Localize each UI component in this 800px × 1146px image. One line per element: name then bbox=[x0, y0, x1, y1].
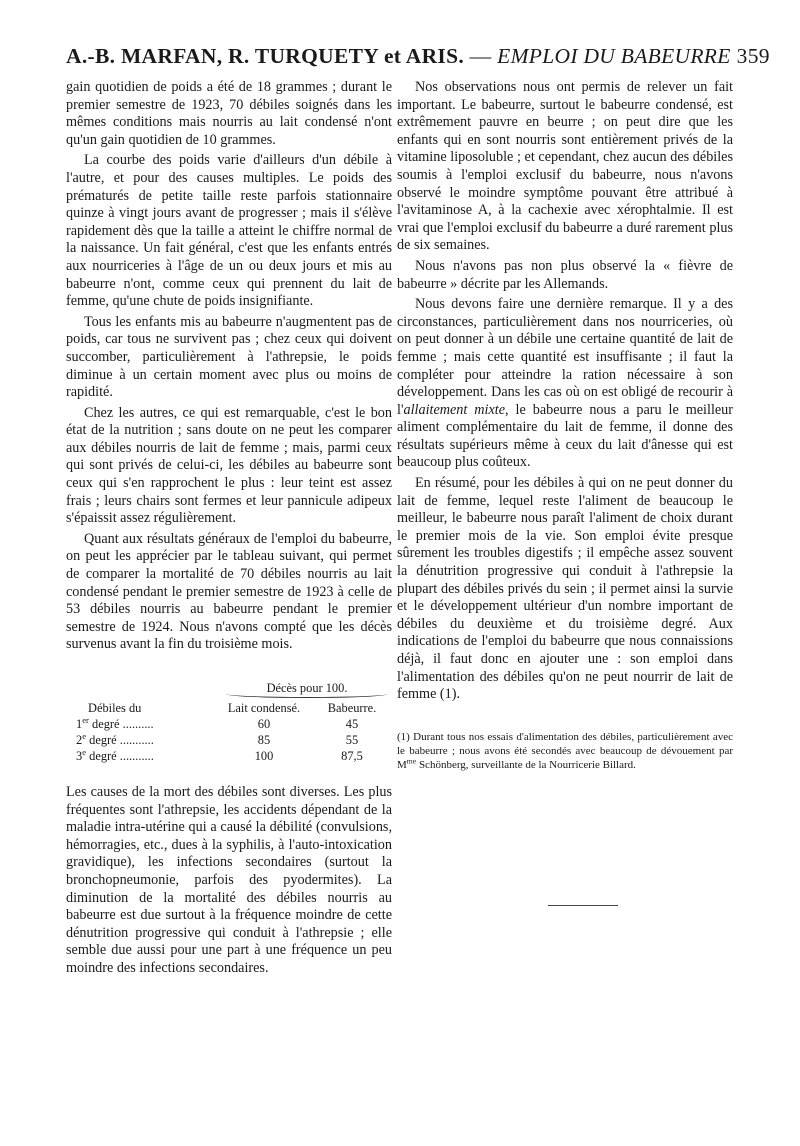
running-header bbox=[66, 44, 770, 78]
row-babeurre-value: 55 bbox=[345, 733, 359, 747]
paragraph: Nous devons faire une dernière remarque. Il y a des circonstances, particulièrement dans nos nourriceries, où on peut donner à un débile une certaine quantité de lait de femme ; mais cette quantité est insuffisante ; il faut la compléter pour atteindre la ration nécessaire à son développement. Dans les cas où on est obligé de recourir à l'allaitement mixte, le babeurre nous a paru le meilleur aliment complémentaire du lait de femme, il donne des résultats supérieurs même à ceux du lait d'ânesse qui est beaucoup plus coûteux. bbox=[397, 296, 733, 471]
row-label: 1er degré .......... bbox=[76, 714, 154, 731]
row-label: 3e degré ........... bbox=[76, 746, 154, 763]
left-column bbox=[66, 79, 392, 981]
paragraph: gain quotidien de poids a été de 18 grammes ; durant le premier semestre de 1923, 70 débiles soignés dans les mêmes conditions mais nourris au lait condensé n'ont qu'un gain quotidien de 10 grammes. bbox=[66, 79, 392, 148]
end-rule bbox=[548, 905, 618, 906]
table-col-label: Débiles du bbox=[88, 701, 142, 715]
row-lait-value: 85 bbox=[257, 733, 271, 747]
paragraph: Nous n'avons pas non plus observé la « fièvre de babeurre » décrite par les Allemands. bbox=[397, 257, 733, 292]
table-col-babeurre: Babeurre. bbox=[327, 701, 377, 715]
table-group-header-row bbox=[66, 680, 392, 700]
table-col-lait: Lait condensé. bbox=[227, 701, 301, 715]
header-authors: A.-B. MARFAN, R. TURQUETY et ARIS. bbox=[66, 44, 464, 68]
header-title: EMPLOI DU BABEURRE bbox=[497, 44, 731, 68]
mortality-table bbox=[66, 680, 392, 764]
row-lait-value: 100 bbox=[254, 749, 274, 763]
row-lait-value: 60 bbox=[257, 717, 271, 731]
italic-term: allaitement mixte bbox=[403, 401, 506, 418]
footnote: (1) Durant tous nos essais d'alimentation des débiles, particulièrement avec le babeurre ; nous avons été secondés avec beaucoup de dévouement par $M^{me}$ Schönberg, surveillante de la Nourricerie Billard. bbox=[397, 730, 733, 772]
row-label: 2e degré ........... bbox=[76, 730, 154, 747]
table-row bbox=[66, 748, 392, 764]
table-group-header: Décès pour 100. bbox=[226, 680, 388, 698]
paragraph: En résumé, pour les débiles à qui on ne peut donner du lait de femme, lequel reste l'aliment de beaucoup le meilleur, le babeurre nous paraît l'aliment de choix durant le premier mois de la vie. Son emploi évite presque sûrement les troubles digestifs ; il empêche assez souvent la dénutrition progressive qui conduit à l'athrepsie la plupart des débiles privés du sein ; il permet ainsi la survie et le développement ultérieur d'un nombre important de débiles du deuxième et du troisième degré. Aux indications de l'emploi du babeurre que nous connaissions déjà, il faut donc en ajouter une : son emploi dans l'alimentation des débiles qu'on ne peut nourrir de lait de femme (1). bbox=[397, 475, 733, 703]
row-babeurre-value: 45 bbox=[345, 717, 359, 731]
paragraph: Tous les enfants mis au babeurre n'augmentent pas de poids, car tous ne survivent pas ; chez ceux qui doivent succomber, particulièrement à l'athrepsie, le poids diminue à un certain moment avec plus ou moins de rapidité. bbox=[66, 313, 392, 401]
table-row bbox=[66, 732, 392, 748]
table-header-row bbox=[66, 700, 392, 716]
paragraph: Nos observations nous ont permis de relever un fait important. Le babeurre, surtout le babeurre condensé, est extrêmement pauvre en beurre ; on peut dire que les enfants qui en sont nourris sont entièrement privés de la vitamine liposoluble ; et cependant, chez aucun des débiles soumis à l'emploi exclusif du babeurre, nous n'avons observé le moindre symptôme pouvant être attribué à l'avitaminose A, à la cachexie avec xérophtalmie. Il est vrai que l'emploi exclusif du babeurre a duré rarement plus de six semaines. bbox=[397, 79, 733, 254]
header-separator: — bbox=[464, 44, 498, 68]
page-number: 359 bbox=[736, 44, 770, 68]
paragraph: Quant aux résultats généraux de l'emploi du babeurre, on peut les apprécier par le tableau suivant, qui permet de comparer la mortalité de 70 débiles nourris au lait condensé pendant le premier semestre de 1923 à celle de 53 débiles nourris au babeurre pendant le premier semestre de 1924. Nous n'avons compté que les décès survenus avant la fin du troisième mois. bbox=[66, 530, 392, 653]
paragraph: La courbe des poids varie d'ailleurs d'un débile à l'autre, et pour des causes multiples. Le poids des prématurés de petite taille reste parfois stationnaire quinze à vingt jours avant de progresser ; mais il s'élève rapidement dès que la taille a atteint le chiffre normal de la naissance. Un fait général, c'est que les enfants entrés aux nourriceries à l'âge de un ou deux jours et mis au babeurre n'ont, comme ceux qui prennent du lait de femme, qu'une chute de poids insignifiante. bbox=[66, 152, 392, 310]
table-row bbox=[66, 716, 392, 732]
row-babeurre-value: 87,5 bbox=[341, 749, 363, 763]
right-column bbox=[397, 79, 733, 772]
paragraph: Chez les autres, ce qui est remarquable, c'est le bon état de la nutrition ; sans doute on ne peut les comparer aux débiles nourris de lait de femme ; mais, parmi ceux qui sont privés de celui-ci, les débiles au babeurre sont ceux qui s'en rapprochent le plus : leur teint est assez frais ; leurs chairs sont fermes et leur pannicule adipeux s'épaissit assez régulièrement. bbox=[66, 404, 392, 527]
paragraph: Les causes de la mort des débiles sont diverses. Les plus fréquentes sont l'athrepsie, les accidents dépendant de la maladie intra-utérine qui a causé la débilité (convulsions, hémorragies, etc., dues à la syphilis, à l'auto-intoxication gravidique), les infections secondaires (surtout la bronchopneumonie, parfois des pyodermites). La diminution de la mortalité des débiles nourris au babeurre est due surtout à la fréquence moindre de cette dénutrition progressive qui conduit à l'athrepsie ; elle semble due aussi pour une part à une fréquence un peu moindre des infections secondaires. bbox=[66, 784, 392, 976]
